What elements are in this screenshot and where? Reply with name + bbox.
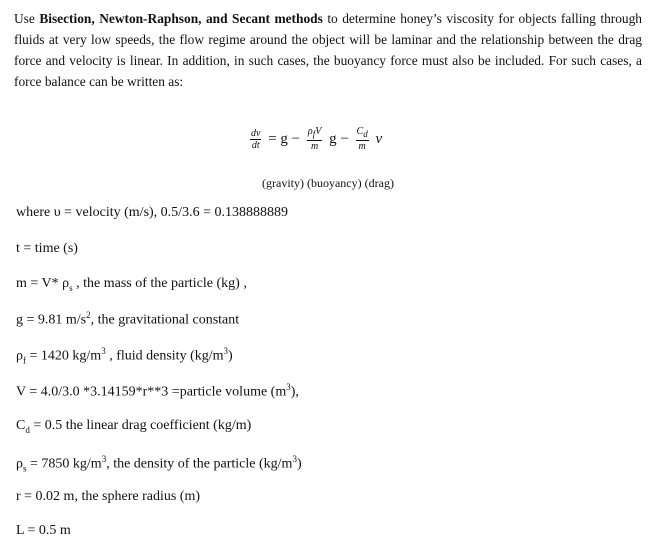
def-rhof-sub: f — [23, 355, 26, 366]
def-mass — [16, 276, 247, 293]
def-gravity-main: g = 9.81 m/s — [16, 312, 87, 328]
def-gravity — [16, 310, 239, 329]
equation-term-labels: (gravity) (buoyancy) (drag) — [262, 176, 394, 190]
def-rhof-close: ) — [228, 348, 233, 364]
def-rhof-tail: , fluid density (kg/m — [105, 348, 224, 364]
drag-numerator — [356, 126, 369, 141]
def-mass-sub: s — [69, 282, 73, 293]
eq-v: v — [375, 130, 383, 147]
def-time: t = time (s) — [16, 241, 78, 256]
eq-eq-g: = g − — [268, 130, 301, 147]
drag-fraction — [356, 126, 369, 152]
def-gravity-tail: , the gravitational constant — [90, 312, 240, 328]
def-rhof-main: ρ — [16, 348, 23, 364]
def-cd-sub: d — [25, 424, 30, 435]
intro-rest: to determine honey’s viscosity for objects falling through fluids at very low speeds, the flow regime around the object will be laminar and the relationship between the drag force and velocity is linear. In addition, in such cases, the buoyancy force must also be included. For such cases, a force balance can be written as: — [14, 11, 643, 89]
eq-cd: C — [356, 126, 364, 137]
problem-statement — [14, 8, 642, 92]
def-rhof-mid: = 1420 kg/m — [26, 348, 102, 364]
def-rhos-sup: 3 — [101, 454, 107, 464]
eq-m2: m — [358, 141, 366, 152]
def-particle-density — [16, 454, 302, 473]
def-drag-coefficient — [16, 418, 251, 435]
def-volume-sup: 3 — [286, 382, 291, 392]
eq-rho-sub: f — [312, 129, 316, 139]
def-mass-main: m = V* ρ — [16, 276, 70, 291]
buoyancy-fraction — [307, 126, 322, 152]
def-volume — [16, 382, 299, 401]
intro-use: Use — [14, 11, 35, 26]
def-fluid-density — [16, 346, 233, 365]
def-velocity: where υ = velocity (m/s), 0.5/3.6 = 0.138888889 — [16, 205, 288, 220]
buoyancy-numerator — [307, 126, 322, 141]
def-cd-main: C — [16, 418, 26, 433]
def-length: L = 0.5 m — [16, 523, 71, 538]
def-rhos-tail: , the density of the particle (kg/m — [106, 456, 293, 472]
eq-rho: ρ — [307, 126, 313, 137]
def-volume-close: ), — [290, 384, 299, 400]
methods-bold: Bisection, Newton-Raphson, and Secant methods — [39, 11, 323, 26]
force-balance-equation — [250, 126, 385, 166]
dv-dt-fraction — [250, 128, 261, 151]
def-cd-tail: = 0.5 the linear drag coefficient (kg/m) — [29, 418, 252, 433]
def-rhos-close: ) — [296, 456, 302, 472]
eq-cd-sub: d — [363, 129, 368, 139]
def-mass-tail: , the mass of the particle (kg) , — [72, 276, 247, 291]
eq-m1: m — [310, 141, 319, 152]
def-rhos-main: ρ — [16, 456, 23, 472]
def-rhof-sup: 3 — [101, 346, 106, 356]
def-rhos-sub: s — [23, 463, 27, 474]
def-rhos-sup2: 3 — [292, 454, 297, 464]
eq-dt: dt — [251, 139, 260, 151]
def-gravity-sup: 2 — [86, 310, 91, 320]
def-rhof-sup2: 3 — [223, 346, 229, 356]
def-radius: r = 0.02 m, the sphere radius (m) — [16, 489, 201, 504]
def-rhos-mid: = 7850 kg/m — [26, 456, 102, 472]
eq-g2: g − — [329, 130, 349, 147]
eq-dv: dv — [251, 127, 261, 139]
eq-V: V — [315, 126, 322, 137]
def-volume-main: V = 4.0/3.0 *3.14159*r**3 =particle volume (m — [16, 384, 287, 400]
